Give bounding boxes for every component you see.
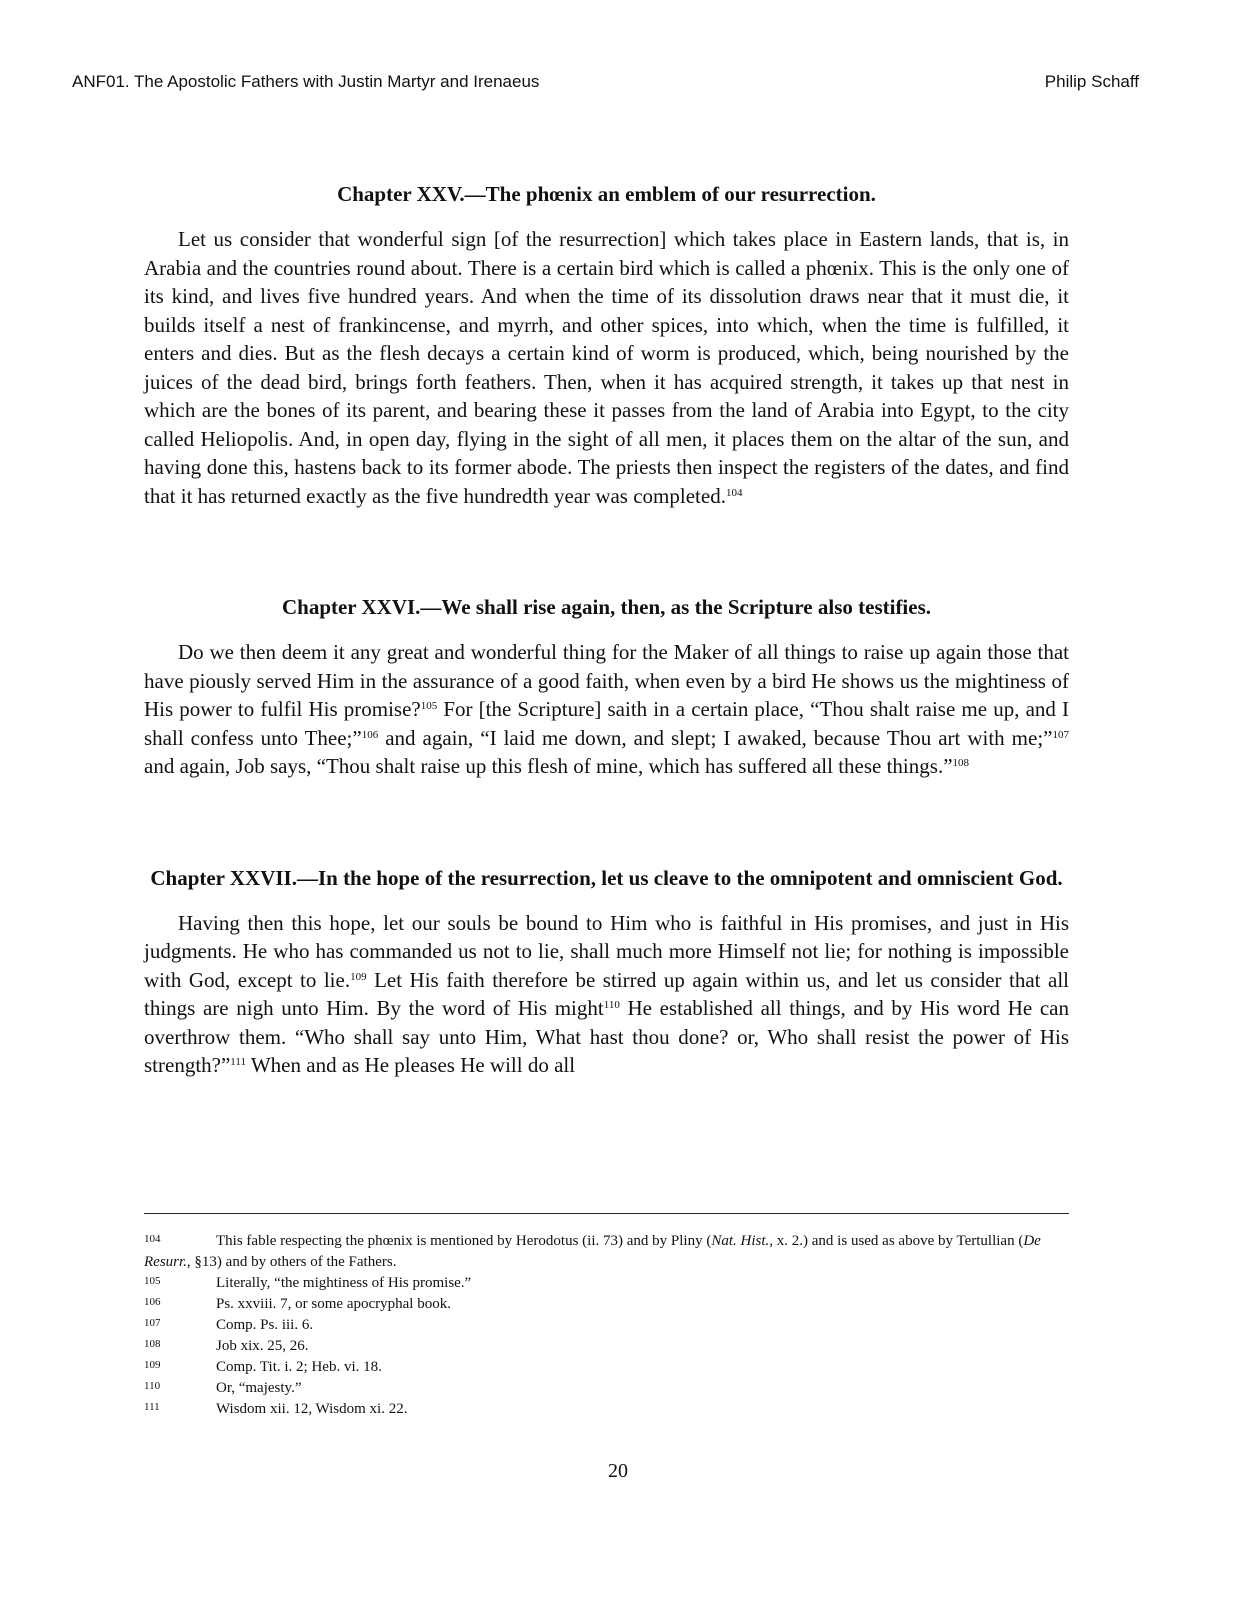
footnote-number: 106 bbox=[144, 1296, 161, 1308]
footnote-item bbox=[144, 1315, 1069, 1336]
footnote-divider bbox=[144, 1213, 1069, 1214]
header-book-title: ANF01. The Apostolic Fathers with Justin Martyr and Irenaeus bbox=[72, 72, 540, 91]
chapter-title: Chapter XXVI.—We shall rise again, then, as the Scripture also testifies. bbox=[281, 595, 932, 619]
footnote-text: Or, “majesty.” bbox=[216, 1380, 302, 1396]
paragraph-text: Do we then deem it any great and wonderful thing for the Maker of all things to raise up again those that have piously served Him in the assurance of a good faith, when even by a bird He shows us the mightiness of His power to fulfil His promise? bbox=[144, 640, 1069, 721]
footnote-text: , x. 2.) and is used as above by Tertullian ( bbox=[769, 1233, 1024, 1249]
paragraph-text: Having then this hope, let our souls be bound to Him who is faithful in His promises, and just in His judgments. He who has commanded us not to lie, shall much more Himself not lie; for nothing is impossible with God, except to lie. bbox=[144, 910, 1069, 992]
footnote-ref[interactable]: 110 bbox=[603, 999, 620, 1011]
footnote-text: Comp. Tit. i. 2; Heb. vi. 18. bbox=[216, 1359, 382, 1375]
footnote-citation: Nat. Hist. bbox=[711, 1233, 770, 1249]
footnote-text: , §13) and by others of the Fathers. bbox=[186, 1254, 397, 1270]
paragraph-text: Let His faith therefore be stirred up again within us, and let us consider that all things are nigh unto Him. By the word of His might bbox=[144, 967, 1069, 1020]
footnote-ref[interactable]: 109 bbox=[350, 970, 367, 983]
footnote-ref[interactable]: 107 bbox=[1052, 728, 1069, 741]
page-number: 20 bbox=[608, 1460, 628, 1482]
footnote-number: 111 bbox=[144, 1401, 160, 1413]
footnote-number: 107 bbox=[144, 1317, 161, 1329]
chapter-paragraph bbox=[144, 909, 1069, 1080]
footnote-number: 108 bbox=[144, 1338, 161, 1350]
chapter-xxvi bbox=[144, 593, 1069, 781]
footnote-number: 110 bbox=[144, 1380, 161, 1392]
header-author: Philip Schaff bbox=[1044, 72, 1139, 91]
chapter-title: Chapter XXVII.—In the hope of the resurrection, let us cleave to the omnipotent and omniscient God. bbox=[150, 865, 1063, 890]
footnote-text: Ps. xxviii. 7, or some apocryphal book. bbox=[216, 1296, 451, 1312]
footnote-item bbox=[144, 1273, 1069, 1294]
paragraph-text: He established all things, and by His word He can overthrow them. “Who shall say unto Him, What hast thou done? or, Who shall resist the power of His strength?” bbox=[144, 996, 1069, 1077]
paragraph-text: and again, “I laid me down, and slept; I awaked, because Thou art with me;” bbox=[378, 725, 1053, 750]
footnote-item bbox=[144, 1336, 1069, 1357]
footnote-ref[interactable]: 111 bbox=[230, 1056, 246, 1068]
footnote-item bbox=[144, 1357, 1069, 1378]
footnote-ref[interactable]: 104 bbox=[725, 486, 743, 499]
footnote-citation: De Resurr. bbox=[144, 1233, 1041, 1270]
paragraph-text: Let us consider that wonderful sign [of the resurrection] which takes place in Eastern lands, that is, in Arabia and the countries round about. There is a certain bird which is called a phœnix. This is the only one of its kind, and lives five hundred years. And when the time of its dissolution draws near that it must die, it builds itself a nest of frankincense, and myrrh, and other spices, into which, when the time is fulfilled, it enters and dies. But as the flesh decays a certain kind of worm is produced, which, being nourished by the juices of the dead bird, brings forth feathers. Then, when it has acquired strength, it takes up that nest in which are the bones of its parent, and bearing these it passes from the land of Arabia into Egypt, to the city called Heliopolis. And, in open day, flying in the sight of all men, it places them on the altar of the sun, and having done this, hastens back to its former abode. The priests then inspect the registers of the dates, and find that it has returned exactly as the five hundredth year was completed. bbox=[144, 227, 1069, 508]
main-content bbox=[144, 180, 1069, 1080]
paragraph-text: When and as He pleases He will do all bbox=[245, 1053, 576, 1077]
footnote-text: Job xix. 25, 26. bbox=[216, 1338, 309, 1354]
footnote-text: This fable respecting the phœnix is mentioned by Herodotus (ii. 73) and by Pliny ( bbox=[216, 1233, 712, 1249]
chapter-title: Chapter XXV.—The phœnix an emblem of our resurrection. bbox=[337, 182, 876, 206]
footnote-ref[interactable]: 108 bbox=[952, 757, 970, 769]
footnote-text: Comp. Ps. iii. 6. bbox=[216, 1317, 314, 1333]
paragraph-text: For [the Scripture] saith in a certain place, “Thou shalt raise me up, and I shall confess unto Thee;” bbox=[144, 697, 1070, 750]
footnote-number: 105 bbox=[144, 1275, 161, 1287]
footnotes bbox=[144, 1231, 1069, 1420]
footnote-text: Wisdom xii. 12, Wisdom xi. 22. bbox=[216, 1401, 408, 1417]
footnote-number: 109 bbox=[144, 1359, 161, 1371]
footnote-item bbox=[144, 1294, 1069, 1315]
chapter-xxv bbox=[144, 180, 1069, 510]
footnote-text: Literally, “the mightiness of His promise.” bbox=[216, 1275, 472, 1291]
footnote-item bbox=[144, 1399, 1069, 1420]
footnote-ref[interactable]: 106 bbox=[361, 728, 379, 741]
paragraph-text: and again, Job says, “Thou shalt raise up this flesh of mine, which has suffered all these things.” bbox=[144, 754, 953, 778]
footnote-number: 104 bbox=[144, 1233, 161, 1245]
chapter-paragraph bbox=[144, 638, 1069, 781]
footnote-item bbox=[144, 1231, 1069, 1273]
chapter-xxvii bbox=[144, 864, 1069, 1080]
running-header bbox=[72, 72, 1139, 96]
footnote-item bbox=[144, 1378, 1069, 1399]
chapter-paragraph bbox=[144, 225, 1069, 510]
footnote-ref[interactable]: 105 bbox=[420, 700, 438, 712]
